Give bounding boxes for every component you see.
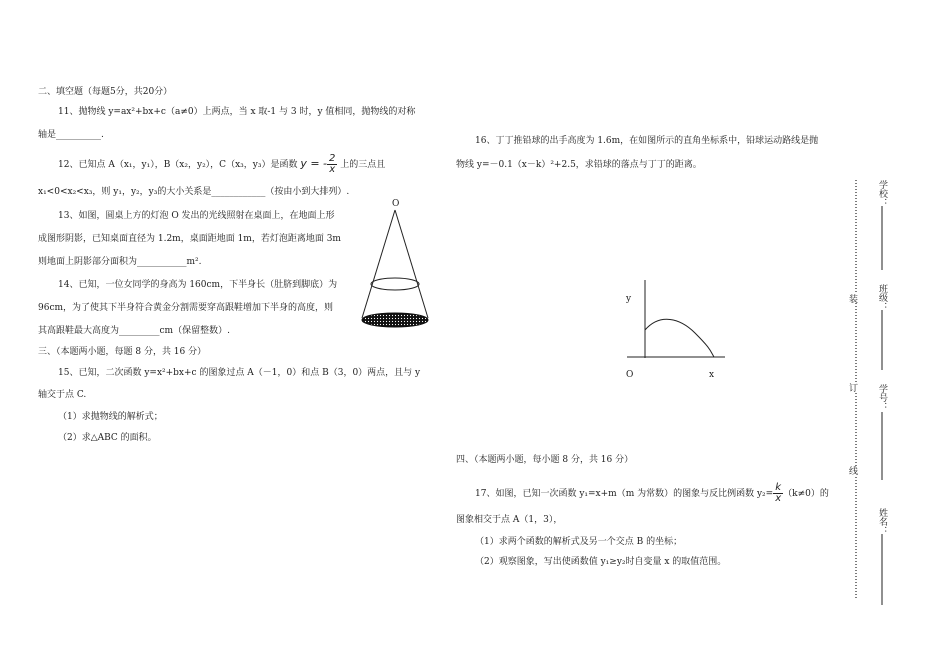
question-14-line3: 其高跟鞋最大高度为_________cm（保留整数）.: [38, 326, 230, 336]
school-label: 学校：: [877, 180, 887, 207]
fraction: $\frac{2}{x}$: [329, 153, 336, 175]
fraction: $\frac{k}{x}$: [775, 482, 782, 504]
question-13-line1: 13、如图，圆桌上方的灯泡 O 发出的光线照射在桌面上，在地面上形: [58, 211, 335, 221]
graph-y-label: y: [626, 294, 632, 304]
lamp-label: O: [392, 199, 400, 209]
question-17-line1: 17、如图，已知一次函数 y₁=x+m（m 为常数）的图象与反比例函数 y₂= $\frac{k}{x}$ （k≠0）的: [475, 482, 829, 504]
section-2-heading: 二、填空题（每题5分，共20分）: [38, 87, 173, 97]
binding-line-mark: 线: [847, 466, 857, 475]
graph-x-label: x: [709, 370, 715, 380]
binding-seal-mark: 装: [847, 294, 857, 303]
class-label: 班级：: [877, 284, 887, 311]
question-17-part1: （1）求两个函数的解析式及另一个交点 B 的坐标；: [475, 537, 683, 547]
question-16-line1: 16、丁丁推铅球的出手高度为 1.6m，在如图所示的直角坐标系中，铅球运动路线是抛: [475, 136, 819, 146]
section-4-heading: 四、（本题两小题，每小题 8 分，共 16 分）: [456, 455, 634, 465]
question-13-line2: 成图形阴影，已知桌面直径为 1.2m，桌面距地面 1m，若灯泡距离地面 3m: [38, 234, 341, 244]
name-label: 姓名：: [877, 508, 887, 535]
student-number-label: 学号：: [877, 384, 887, 411]
question-15-line1: 15、已知，二次函数 y=x²+bx+c 的图象过点 A（－1，0）和点 B（3，0）两点，且与 y: [58, 368, 421, 378]
question-12-line2: x₁<0<x₂<x₃，则 y₁，y₂，y₃的大小关系是____________（按由小到大排列）.: [38, 187, 350, 197]
question-13-line3: 则地面上阴影部分面积为___________m².: [38, 257, 202, 267]
question-14-line2: 96cm，为了使其下半身符合黄金分割需要穿高跟鞋增加下半身的高度，则: [38, 303, 334, 313]
section-3-heading: 三、（本题两小题，每题 8 分，共 16 分）: [38, 347, 207, 357]
shot-put-graph: [625, 278, 735, 368]
graph-origin-label: O: [626, 370, 634, 380]
question-12-line1: 12、已知点 A（x₁，y₁），B（x₂，y₂），C（x₃，y₃）是函数 y = - $\frac{2}{x}$ 上的三点且: [58, 153, 386, 175]
question-16-line2: 物线 y=－0.1（x－k）²+2.5，求铅球的落点与丁丁的距离。: [456, 160, 702, 170]
question-17-line2: 图象相交于点 A（1，3），: [456, 515, 563, 525]
question-14-line1: 14、已知，一位女同学的身高为 160cm，下半身长（肚脐到脚底）为: [58, 280, 338, 290]
question-17-part2: （2）观察图象，写出使函数值 y₁≥y₂时自变量 x 的取值范围。: [475, 557, 727, 567]
lamp-cone-figure: [355, 206, 435, 336]
binding-order-mark: 订: [847, 383, 857, 392]
question-15-part2: （2）求△ABC 的面积。: [58, 433, 157, 443]
question-11-line1: 11、抛物线 y=ax²+bx+c（a≠0）上两点，当 x 取-1 与 3 时，y 值相同，抛物线的对称: [58, 107, 416, 117]
question-15-part1: （1）求抛物线的解析式；: [58, 412, 163, 422]
question-11-line2: 轴是__________.: [38, 130, 104, 140]
question-15-line2: 轴交于点 C.: [38, 390, 87, 400]
